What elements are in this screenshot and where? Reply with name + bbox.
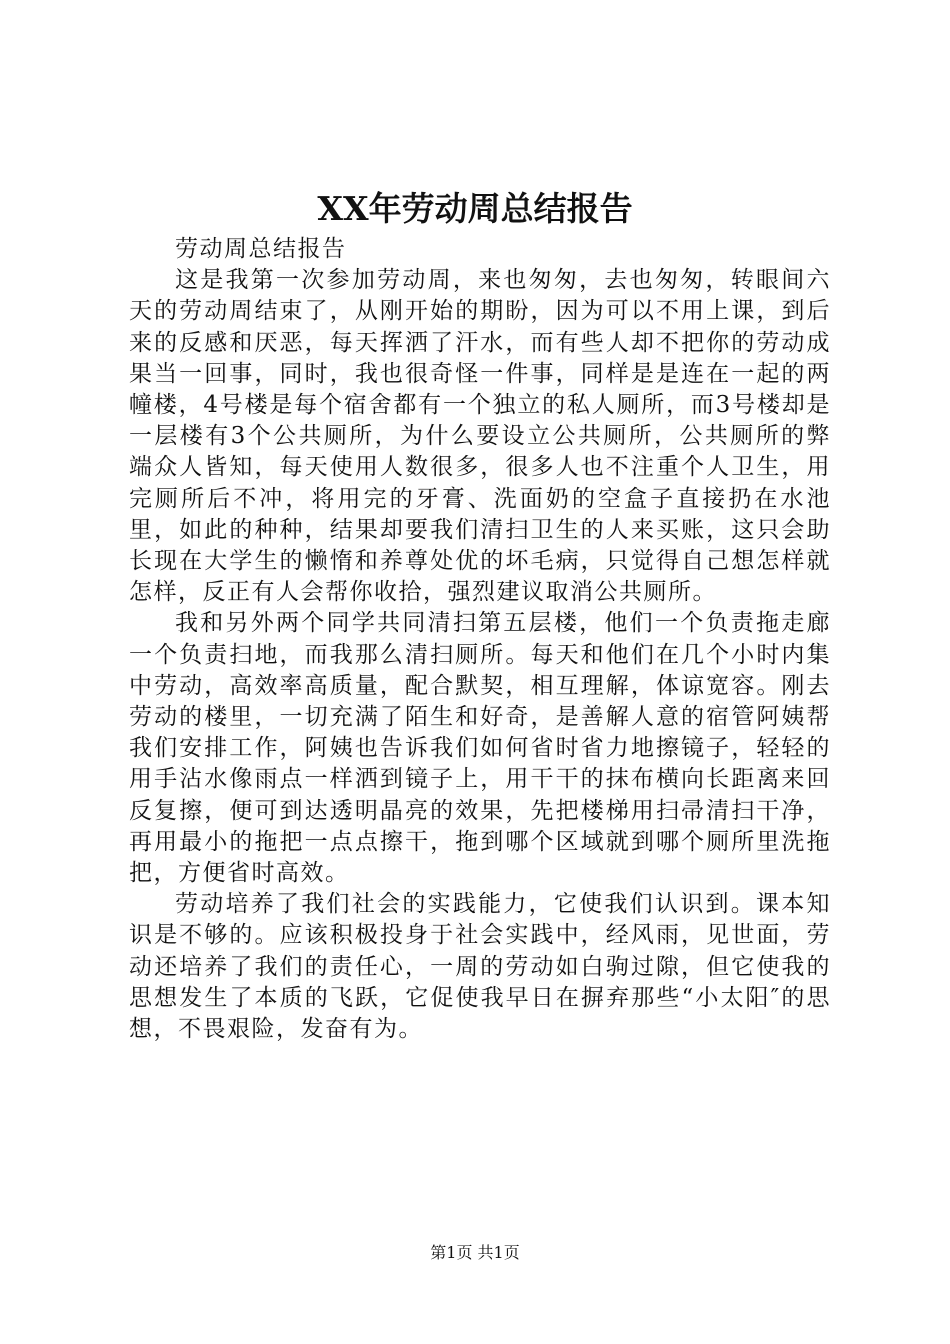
paragraph-3: 劳动培养了我们社会的实践能力，它使我们认识到。课本知识是不够的。应该积极投身于社会实践中，经风雨，见世面，劳动还培养了我们的责任心，一周的劳动如白驹过隙，但它使我的思想发生了本质的飞跃，它促使我早日在摒弃那些“小太阳″的思想，不畏艰险，发奋有为。 [129, 891, 831, 1043]
subtitle: 劳动周总结报告 [175, 236, 347, 262]
page-footer: 第1页 共1页 [430, 1243, 520, 1262]
paragraph-2: 我和另外两个同学共同清扫第五层楼，他们一个负责拖走廊一个负责扫地，而我那么清扫厕所。每天和他们在几个小时内集中劳动，高效率高质量，配合默契，相互理解，体谅宽容。刚去劳动的楼里，一切充满了陌生和好奇，是善解人意的宿管阿姨帮我们安排工作，阿姨也告诉我们如何省时省力地擦镜子，轻轻的用手沾水像雨点一样洒到镜子上，用干干的抹布横向长距离来回反复擦，便可到达透明晶亮的效果，先把楼梯用扫帚清扫干净，再用最小的拖把一点点擦干，拖到哪个区域就到哪个厕所里洗拖把，方便省时高效。 [129, 610, 831, 887]
document-body [129, 234, 831, 1045]
document-title: XX年劳动周总结报告 [317, 189, 633, 228]
paragraph-1: 这是我第一次参加劳动周，来也匆匆，去也匆匆，转眼间六天的劳动周结束了，从刚开始的期盼，因为可以不用上课，到后来的反感和厌恶，每天挥洒了汗水，而有些人却不把你的劳动成果当一回事，同时，我也很奇怪一件事，同样是是连在一起的两幢楼，4号楼是每个宿舍都有一个独立的私人厕所，而3号楼却是一层楼有3个公共厕所，为什么要设立公共厕所，公共厕所的弊端众人皆知，每天使用人数很多，很多人也不注重个人卫生，用完厕所后不冲，将用完的牙膏、洗面奶的空盒子直接扔在水池里，如此的种种，结果却要我们清扫卫生的人来买账，这只会助长现在大学生的懒惰和养尊处优的坏毛病，只觉得自己想怎样就怎样，反正有人会帮你收拾，强烈建议取消公共厕所。 [129, 267, 831, 606]
